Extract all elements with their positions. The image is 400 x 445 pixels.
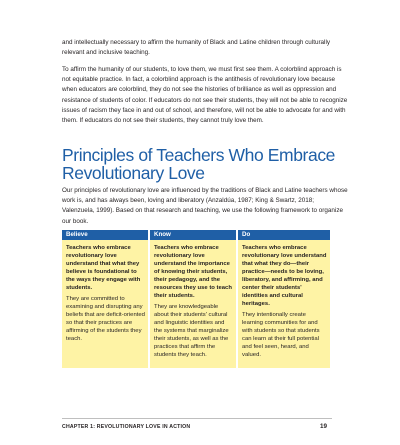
footer-divider — [62, 418, 332, 419]
believe-bold-text: Teachers who embrace revolutionary love understand that what they believe is foundational to the ways they engage with students. — [66, 245, 141, 291]
framework-column-do — [238, 230, 330, 368]
know-bold-text: Teachers who embrace revolutionary love understand the importance of knowing their students, their pedagogy, and the resources they use to teach their students. — [154, 245, 232, 299]
section-paragraph: Our principles of revolutionary love are influenced by the traditions of Black and Latine teachers whose work is, and has always been, loving and liberatory (Anzaldúa, 1987; King & Swartz, 2018; Valenzuela, 1999). Based on that research and teaching, we use the following framework to organize our book. — [62, 187, 348, 225]
section-title-line-1: Principles of Teachers Who Embrace — [62, 145, 336, 165]
framework-cell-believe — [62, 240, 148, 343]
believe-text: They are committed to examining and disrupting any beliefs that are deficit-oriented so that their practices are affirming of the students they teach. — [66, 296, 145, 342]
section-title — [62, 146, 352, 182]
framework-header-believe: Believe — [62, 230, 148, 240]
intro-paragraph: To affirm the humanity of our students, to love them, we must first see them. A colorblind approach is not equitable practice. In fact, a colorblind approach is the antithesis of revolutionary love because when educators are colorblind, they do not see the histories of brilliance as well as oppression and resistance of students of color. If educators do not see their students, they will not be able to recognize issues of racism they face in and out of school, and therefore, will not be able to advocate for and with them. If educators do not see their students, they cannot truly love them. — [62, 66, 348, 125]
page-number: 19 — [320, 423, 328, 430]
framework-cell-do — [238, 240, 330, 359]
framework-header-do: Do — [238, 230, 330, 240]
do-bold-text: Teachers who embrace revolutionary love understand that what they do—their practice—needs to be loving, liberatory, and affirming, and center their students' identities and cultural heritages. — [242, 245, 327, 307]
know-text: They are knowledgeable about their students' cultural and linguistic identities and the systems that marginalize their students, as well as the practices that affirm the students they teach. — [154, 304, 229, 358]
framework-header-know: Know — [150, 230, 236, 240]
section-title-line-2: Revolutionary Love — [62, 163, 205, 183]
footer-chapter-title: CHAPTER 1: REVOLUTIONARY LOVE IN ACTION — [62, 424, 191, 430]
framework-column-believe — [62, 230, 148, 368]
intro-paragraph-continued: and intellectually necessary to affirm the humanity of Black and Latine children through culturally relevant and inclusive teaching. — [62, 39, 330, 57]
framework-column-know — [150, 230, 236, 368]
framework-cell-know — [150, 240, 236, 359]
framework-table — [62, 230, 330, 368]
do-text: They intentionally create learning communities for and with students so that students can learn at their full potential and feel seen, heard, and valued. — [242, 312, 320, 358]
